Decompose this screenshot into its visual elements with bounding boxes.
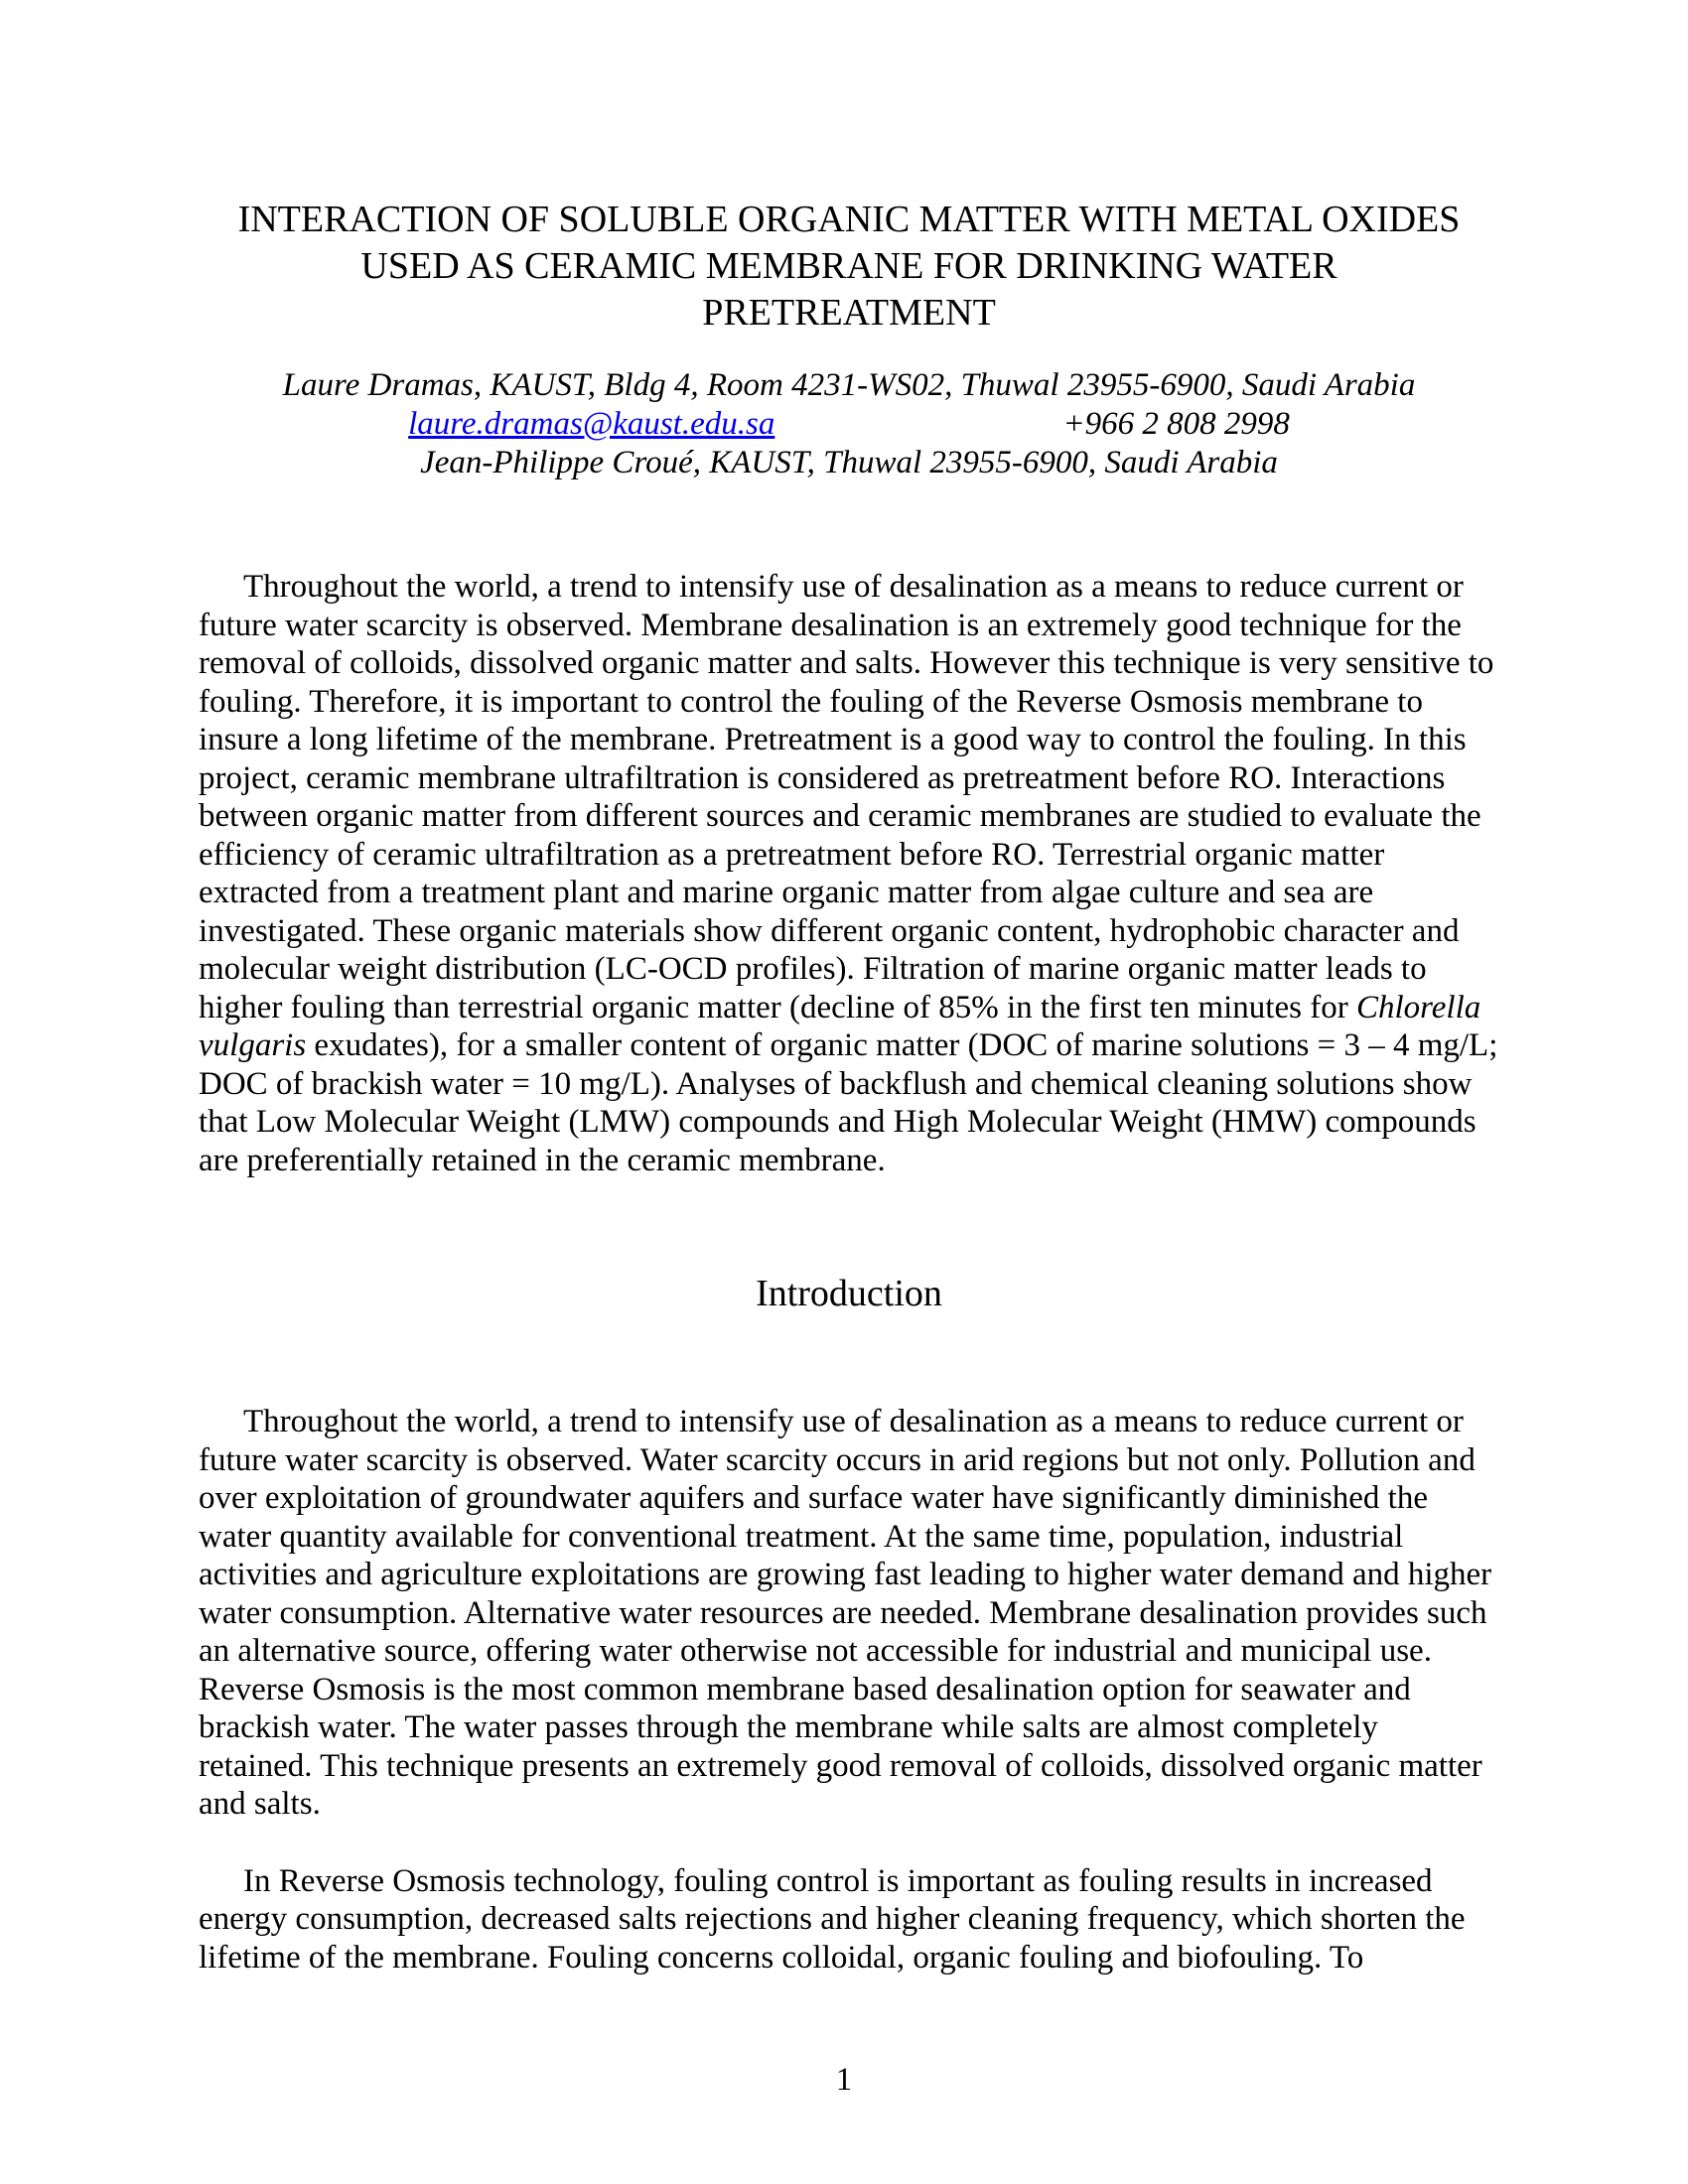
paper-title-line-3: PRETREATMENT [702,292,996,334]
page-number: 1 [835,2062,853,2098]
email-link[interactable]: laure.dramas@kaust.edu.sa [408,406,775,442]
section-heading-introduction: Introduction [756,1273,942,1314]
abstract-text-part1: Throughout the world, a trend to intensify use of desalination as a means to reduce current or future water scarcity is observed. Membrane desalination is an extremely good technique for the removal of colloids, dissolved organic matter and salts. However this technique is very sensitive to fouling. Therefore, it is important to control the fouling of the Reverse Osmosis membrane to insure a long lifetime of the membrane. Pretreatment is a good way to control the fouling. In this project, ceramic membrane ultrafiltration is considered as pretreatment before RO. Interactions between organic matter from different sources and ceramic membranes are studied to evaluate the efficiency of ceramic ultrafiltration as a pretreatment before RO. Terrestrial organic matter extracted from a treatment plant and marine organic matter from algae culture and sea are investigated. These organic materials show different organic content, hydrophobic character and molecular weight distribution (LC-OCD profiles). Filtration of marine organic matter leads to higher fouling than terrestrial organic matter (decline of 85% in the first ten minutes for [199,569,1494,1025]
abstract-text-part2: exudates), for a smaller content of organic matter (DOC of marine solutions = 3 – 4 mg/L; DOC of brackish water = 10 mg/L). Analyses of backflush and chemical cleaning solutions show that Low Molecular Weight (LMW) compounds and High Molecular Weight (HMW) compounds are preferentially retained in the ceramic membrane. [199,1027,1498,1178]
species-name-italic: Chlorella vulgaris [199,989,1481,1063]
paper-title-line-2: USED AS CERAMIC MEMBRANE FOR DRINKING WATER [360,245,1337,287]
paper-title [199,197,1499,337]
paper-title-line-1: INTERACTION OF SOLUBLE ORGANIC MATTER WITH METAL OXIDES [237,199,1461,240]
contact-line [199,405,1499,444]
author-block [199,366,1499,482]
author-affiliation-1: Laure Dramas, KAUST, Bldg 4, Room 4231-WS02, Thuwal 23955-6900, Saudi Arabia [282,367,1416,403]
abstract-paragraph [199,568,1499,1179]
author-affiliation-2: Jean-Philippe Croué, KAUST, Thuwal 23955-6900, Saudi Arabia [420,445,1278,480]
phone-number: +966 2 808 2998 [1062,406,1290,442]
introduction-paragraph-1: Throughout the world, a trend to intensify use of desalination as a means to reduce current or future water scarcity is observed. Water scarcity occurs in arid regions but not only. Pollution and over exploitation of groundwater aquifers and surface water have significantly diminished the water quantity available for conventional treatment. At the same time, population, industrial activities and agriculture exploitations are growing fast leading to higher water demand and higher water consumption. Alternative water resources are needed. Membrane desalination provides such an alternative source, offering water otherwise not accessible for industrial and municipal use. Reverse Osmosis is the most common membrane based desalination option for seawater and brackish water. The water passes through the membrane while salts are almost completely retained. This technique presents an extremely good removal of colloids, dissolved organic matter and salts. [199,1404,1492,1822]
introduction-paragraph-2: In Reverse Osmosis technology, fouling control is important as fouling results in increased energy consumption, decreased salts rejections and higher cleaning frequency, which shorten the lifetime of the membrane. Fouling concerns colloidal, organic fouling and biofouling. To [199,1862,1466,1976]
